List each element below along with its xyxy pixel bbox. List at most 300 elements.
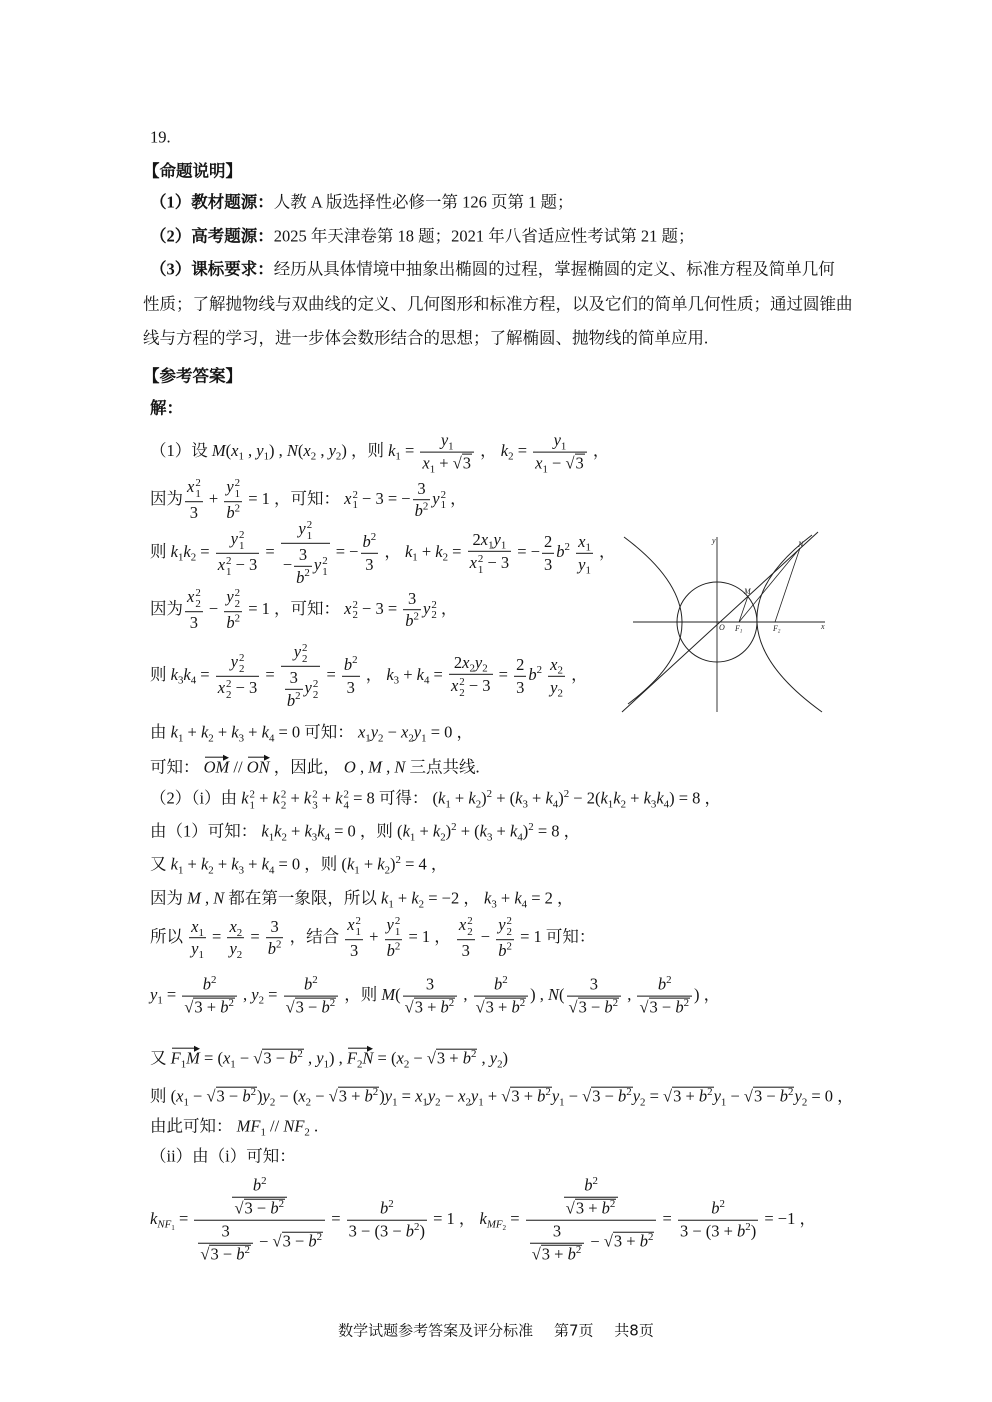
math-variable: b xyxy=(494,974,503,994)
page-footer xyxy=(0,1320,992,1341)
fraction-denominator xyxy=(403,995,458,1017)
text-run: 3 − (3 + xyxy=(679,1221,738,1241)
text-run: = 2 ， xyxy=(527,888,574,908)
fraction-denominator xyxy=(232,1197,287,1219)
math-variable: x xyxy=(231,440,239,460)
subscript: 1 xyxy=(445,798,451,811)
math-variable: k xyxy=(170,664,178,684)
subscript: 4 xyxy=(517,831,523,844)
fraction-numerator xyxy=(514,655,526,676)
subscript: 4 xyxy=(268,732,275,745)
text-run: 3 − xyxy=(244,1198,271,1218)
text-run: 3 + xyxy=(673,1086,699,1106)
part2-i-sum-square xyxy=(150,855,447,876)
f2-subscript: 2 xyxy=(777,629,781,635)
math-variable: y xyxy=(370,722,379,742)
fraction xyxy=(567,975,622,1018)
superscript: 2 xyxy=(343,788,349,801)
math-variable: y xyxy=(440,430,449,450)
fraction xyxy=(468,530,512,576)
subscript: 3 xyxy=(177,674,184,687)
math-variable: b xyxy=(440,997,449,1017)
subscript: 2 xyxy=(465,1096,471,1109)
math-variable: k xyxy=(386,664,394,684)
superscript: 2 xyxy=(563,787,570,800)
square-root xyxy=(453,453,472,473)
subscript: 1 xyxy=(429,463,436,476)
f2-letter: F xyxy=(773,624,778,633)
math-variable: x xyxy=(303,440,311,460)
text-run: 3 xyxy=(461,941,470,960)
curriculum-requirement-continued-2 xyxy=(143,329,708,350)
square-root xyxy=(329,1087,380,1108)
text-run: = 0 ， xyxy=(807,1086,854,1106)
text-run: 3 − (3 − xyxy=(348,1221,406,1241)
math-variable: b xyxy=(343,654,353,674)
text-run: + xyxy=(213,722,232,742)
text-run: , xyxy=(243,440,257,460)
square-root xyxy=(427,1049,478,1070)
subscript: 2 xyxy=(190,551,197,564)
text-run: 性质；了解抛物线与双曲线的定义、几何图形和标准方程，以及它们的简单几何性质；通过圆锥曲 xyxy=(143,294,853,314)
text-run: − xyxy=(409,1048,427,1068)
source-gaokao xyxy=(150,227,695,248)
text-run: ， xyxy=(380,541,405,561)
math-variable: k xyxy=(200,854,209,874)
math-variable: y xyxy=(413,722,422,742)
math-variable: y xyxy=(293,641,302,661)
math-variable: y xyxy=(498,915,506,935)
fraction-denominator xyxy=(194,1220,325,1265)
superscript: 2 xyxy=(316,1230,323,1243)
subscript: 4 xyxy=(423,674,430,687)
radicand xyxy=(209,1244,251,1264)
math-variable: y xyxy=(489,1048,498,1068)
fraction-numerator xyxy=(385,915,403,939)
part1-hyperbola-condition xyxy=(150,587,457,633)
superscript: 2 xyxy=(502,973,508,986)
math-variable: k xyxy=(435,541,443,561)
subscript: 1 xyxy=(230,1058,236,1071)
superscript: 2 xyxy=(355,915,361,928)
fraction-numerator xyxy=(413,479,431,500)
math-variable: y xyxy=(794,1086,802,1106)
math-variable: b xyxy=(379,1198,389,1218)
fraction xyxy=(420,431,474,474)
text-run: 则 ( xyxy=(150,1086,177,1106)
subscript: 2 xyxy=(418,898,425,911)
text-run: = 1 ，可知： xyxy=(244,598,345,618)
fraction xyxy=(345,915,363,961)
part2-i-coordinates xyxy=(150,975,720,1018)
subscript: 1 xyxy=(394,926,401,939)
text-run: ( xyxy=(297,440,304,460)
text-run: 3 + xyxy=(194,997,221,1017)
fraction xyxy=(457,915,475,961)
text-run: 2 xyxy=(544,531,553,551)
text-run: 3 xyxy=(589,974,598,994)
math-variable: b xyxy=(286,690,296,710)
subscript: 3 xyxy=(312,799,318,812)
radicand xyxy=(282,1232,324,1252)
radicand xyxy=(541,1244,583,1264)
part2-ii-slopes xyxy=(150,1176,816,1265)
superscript: 2 xyxy=(536,664,543,677)
math-variable: b xyxy=(236,1244,245,1264)
text-run: − xyxy=(254,1231,273,1251)
text-run: = xyxy=(658,1208,676,1228)
part2-i-ratio xyxy=(150,915,595,961)
subscript: 2 xyxy=(620,798,626,811)
text-run: ) ，则 xyxy=(341,440,389,460)
math-variable: NF xyxy=(283,1116,305,1136)
radicand xyxy=(613,1232,655,1252)
radicand xyxy=(244,1199,286,1219)
text-run: = 8 可得： ( xyxy=(348,788,439,808)
math-variable: OM xyxy=(203,757,230,777)
text-run: − xyxy=(188,1086,207,1106)
subscript: 2 xyxy=(378,732,384,745)
text-run: + xyxy=(417,541,436,561)
math-variable: y xyxy=(226,477,234,497)
math-variable: k xyxy=(261,722,269,742)
source-textbook xyxy=(150,193,574,214)
square-root xyxy=(604,1232,655,1252)
fraction-numerator xyxy=(224,587,242,611)
radicand xyxy=(193,997,235,1017)
math-variable: M xyxy=(368,757,382,777)
fraction xyxy=(281,642,320,710)
fraction-numerator xyxy=(189,917,206,938)
subscript: 1 xyxy=(323,1058,329,1071)
math-variable: b xyxy=(601,1198,610,1218)
subscript: 2 xyxy=(506,926,512,939)
subscript: 2 xyxy=(497,1058,503,1071)
math-variable: k xyxy=(335,788,343,808)
math-variable: k xyxy=(303,788,312,808)
sub-superscript xyxy=(313,679,318,701)
fraction xyxy=(413,479,431,522)
fraction-numerator xyxy=(198,1222,253,1243)
segment-n-f2 xyxy=(775,548,800,622)
fraction-denominator xyxy=(198,1242,253,1264)
superscript: 2 xyxy=(745,1220,751,1233)
math-variable: b xyxy=(567,1244,576,1264)
f2-label xyxy=(772,624,781,635)
text-run: 3 − xyxy=(295,997,322,1017)
math-variable: k xyxy=(377,854,385,874)
text-run: // xyxy=(229,757,247,777)
superscript: 2 xyxy=(352,653,358,666)
math-variable: y xyxy=(550,677,558,697)
superscript: 2 xyxy=(250,1085,257,1098)
segment-n-f1 xyxy=(739,548,800,622)
math-variable: N xyxy=(362,1048,374,1068)
subscript: 1 xyxy=(477,563,484,576)
text-run: = −2 ， xyxy=(424,888,484,908)
bold-label: （2）高考题源： xyxy=(150,226,274,246)
math-variable: k xyxy=(388,440,396,460)
text-run: 可知： xyxy=(150,757,204,777)
superscript: 2 xyxy=(295,689,301,702)
sub-superscript xyxy=(239,653,244,675)
text-run: + xyxy=(286,821,305,841)
sub-superscript xyxy=(467,916,472,938)
math-variable: b xyxy=(657,974,667,994)
text-run: 3 xyxy=(516,677,525,697)
subscript: 1 xyxy=(500,540,507,553)
text-run: + xyxy=(626,788,644,808)
subscript: 2 xyxy=(384,864,391,877)
fraction xyxy=(194,1176,325,1265)
y-axis-label: y xyxy=(712,536,716,545)
text-run: 3 − xyxy=(753,1086,780,1106)
text-run: 因为 xyxy=(150,598,183,618)
fraction-denominator xyxy=(548,676,565,698)
superscript: 2 xyxy=(372,1085,379,1098)
footer-page-total: 共8页 xyxy=(614,1321,654,1340)
text-run: 人教 A 版选择性必修一第 126 页第 1 题； xyxy=(273,192,574,212)
math-variable: k xyxy=(170,722,178,742)
subscript: 4 xyxy=(190,674,197,687)
subscript: 2 xyxy=(310,450,317,463)
subscript: 1 xyxy=(409,831,416,844)
subscript: 2 xyxy=(557,664,563,677)
text-run: ， xyxy=(476,440,501,460)
subscript: 2 xyxy=(502,1224,507,1233)
subscript: 2 xyxy=(226,688,232,701)
fraction-numerator xyxy=(266,917,284,938)
subscript: 1 xyxy=(198,949,204,962)
superscript: 2 xyxy=(486,787,493,800)
text-run: , xyxy=(459,984,472,1004)
text-run: ( xyxy=(395,984,401,1004)
sub-superscript xyxy=(235,478,240,500)
math-variable: b xyxy=(711,1198,720,1218)
fraction-denominator xyxy=(285,688,303,710)
fraction-denominator xyxy=(576,553,593,575)
math-variable: O xyxy=(343,757,356,777)
fraction-denominator xyxy=(533,451,587,476)
f1-letter: F xyxy=(735,624,740,633)
text-run: = xyxy=(506,1208,524,1228)
superscript: 2 xyxy=(431,598,437,611)
text-run: 又 xyxy=(150,854,171,874)
superscript: 2 xyxy=(276,938,282,951)
subscript: 1 xyxy=(195,488,201,501)
text-run: + xyxy=(204,488,223,508)
part2-i-quadrant xyxy=(150,889,574,910)
superscript: 2 xyxy=(394,940,401,953)
superscript: 2 xyxy=(719,1197,725,1210)
text-run: , xyxy=(303,1048,317,1068)
fraction-denominator xyxy=(185,611,203,633)
text-run: 3 xyxy=(221,1221,230,1241)
math-variable: k xyxy=(272,788,280,808)
math-variable: M xyxy=(211,440,226,460)
text-run: + xyxy=(254,788,273,808)
math-variable: y xyxy=(256,440,264,460)
math-variable: y xyxy=(298,518,306,538)
vector xyxy=(170,1045,200,1071)
subscript: 1 xyxy=(607,798,614,811)
subscript: 2 xyxy=(305,1096,312,1109)
math-variable: k xyxy=(500,440,509,460)
text-run: ，则 xyxy=(340,984,382,1004)
subscript: 3 xyxy=(238,864,245,877)
fraction-numerator xyxy=(361,532,379,553)
text-run: , xyxy=(623,984,636,1004)
superscript: 2 xyxy=(528,820,534,833)
fraction-denominator xyxy=(637,995,692,1017)
subscript: 2 xyxy=(442,551,449,564)
math-variable: MF xyxy=(486,1218,503,1231)
math-variable: M xyxy=(381,984,396,1004)
superscript: 2 xyxy=(211,973,217,986)
subscript: 4 xyxy=(552,798,559,811)
text-run: + xyxy=(359,854,378,874)
math-variable: k xyxy=(241,788,249,808)
text-run: − 2( xyxy=(569,788,601,808)
math-variable: k xyxy=(438,788,446,808)
superscript: 2 xyxy=(451,820,457,833)
subscript: 2 xyxy=(356,1058,363,1071)
math-variable: b xyxy=(639,1231,648,1251)
text-run: 又 xyxy=(150,1048,171,1068)
math-variable: x xyxy=(187,477,195,497)
radicand xyxy=(462,453,472,473)
fraction-numerator xyxy=(185,477,203,501)
subscript: 1 xyxy=(183,1096,189,1109)
fraction-numerator xyxy=(420,431,474,452)
math-variable: k xyxy=(404,541,413,561)
text-run: − xyxy=(311,1086,329,1106)
text-run: − xyxy=(564,1086,583,1106)
fraction-denominator xyxy=(216,553,260,578)
radicand xyxy=(262,1049,304,1069)
math-variable: F xyxy=(170,1048,181,1068)
solution-label xyxy=(150,399,183,420)
text-run: ， xyxy=(446,488,467,508)
text-run: + xyxy=(496,888,515,908)
fraction xyxy=(548,655,565,698)
fraction xyxy=(224,587,242,633)
subscript: 3 xyxy=(650,798,657,811)
text-run: = − xyxy=(513,541,541,561)
radicand xyxy=(649,997,691,1017)
fraction xyxy=(533,431,587,474)
math-variable: k xyxy=(643,788,651,808)
hyperbola-right-branch xyxy=(757,535,822,712)
subscript: 1 xyxy=(585,564,591,577)
fraction xyxy=(182,975,237,1018)
text-run: ) = 8 ， xyxy=(669,788,722,808)
subscript: 2 xyxy=(469,663,475,676)
part2-i-step xyxy=(150,822,580,843)
text-run: − xyxy=(235,1048,254,1068)
part1-collinear xyxy=(150,754,480,779)
math-variable: x xyxy=(217,677,226,697)
subscript: 1 xyxy=(488,540,494,553)
math-variable: k xyxy=(432,821,441,841)
fraction xyxy=(530,1222,585,1265)
math-variable: b xyxy=(405,1221,414,1241)
math-variable: x xyxy=(344,598,352,618)
math-variable: b xyxy=(270,1198,279,1218)
subscript: 1 xyxy=(365,732,371,745)
math-variable: k xyxy=(600,788,608,808)
math-variable: k xyxy=(479,1208,487,1228)
math-variable: x xyxy=(401,722,409,742)
math-variable: y xyxy=(493,530,501,550)
text-run: 3 xyxy=(189,503,198,522)
math-variable: y xyxy=(474,653,483,673)
math-variable: k xyxy=(183,541,191,561)
fraction-numerator xyxy=(567,975,622,996)
text-run: + xyxy=(244,854,262,874)
subscript: 1 xyxy=(180,1058,187,1071)
text-run: ， xyxy=(436,598,458,618)
subscript: 2 xyxy=(302,652,308,665)
math-variable: y xyxy=(470,1086,479,1106)
fraction xyxy=(361,532,379,575)
fraction-denominator xyxy=(284,995,339,1017)
sub-superscript xyxy=(307,520,312,542)
part2-i-vectors xyxy=(150,1045,508,1070)
math-variable: k xyxy=(170,854,178,874)
math-variable: x xyxy=(396,1048,404,1068)
text-run: ) ， xyxy=(694,984,721,1004)
math-variable: k xyxy=(274,821,282,841)
subscript: 1 xyxy=(421,732,427,745)
text-run: , xyxy=(200,888,214,908)
text-run: − 3 xyxy=(231,677,258,697)
superscript: 2 xyxy=(280,788,287,801)
subscript: 2 xyxy=(459,686,465,699)
math-variable: x xyxy=(458,1086,466,1106)
math-variable: b xyxy=(321,997,330,1017)
subscript: 1 xyxy=(177,732,184,745)
fraction xyxy=(342,655,360,698)
fraction-numerator xyxy=(216,652,260,676)
text-run: 3 xyxy=(270,916,279,936)
superscript: 2 xyxy=(414,1220,420,1233)
text-run: = xyxy=(162,984,181,1004)
bold-label: 【参考答案】 xyxy=(143,366,242,386)
radicand xyxy=(753,1087,795,1107)
fraction-numerator xyxy=(533,431,587,452)
radicand xyxy=(216,1087,258,1107)
math-variable: x xyxy=(298,1086,306,1106)
text-run: = 4 ， xyxy=(400,854,448,874)
superscript: 2 xyxy=(470,1047,477,1060)
text-run: 由（1）可知： xyxy=(150,821,262,841)
subscript: 2 xyxy=(208,732,214,745)
subscript: 4 xyxy=(663,798,670,811)
subscript: 2 xyxy=(482,663,488,676)
fraction xyxy=(403,589,421,632)
subscript: 1 xyxy=(157,994,163,1007)
text-run: ) xyxy=(502,1048,509,1068)
math-variable: b xyxy=(698,1086,708,1106)
superscript: 2 xyxy=(626,1085,632,1098)
math-variable: k xyxy=(150,1208,158,1228)
math-variable: b xyxy=(364,1086,373,1106)
math-variable: b xyxy=(779,1086,789,1106)
fraction xyxy=(266,917,284,960)
fraction xyxy=(285,668,303,711)
fraction-denominator xyxy=(564,1197,619,1219)
